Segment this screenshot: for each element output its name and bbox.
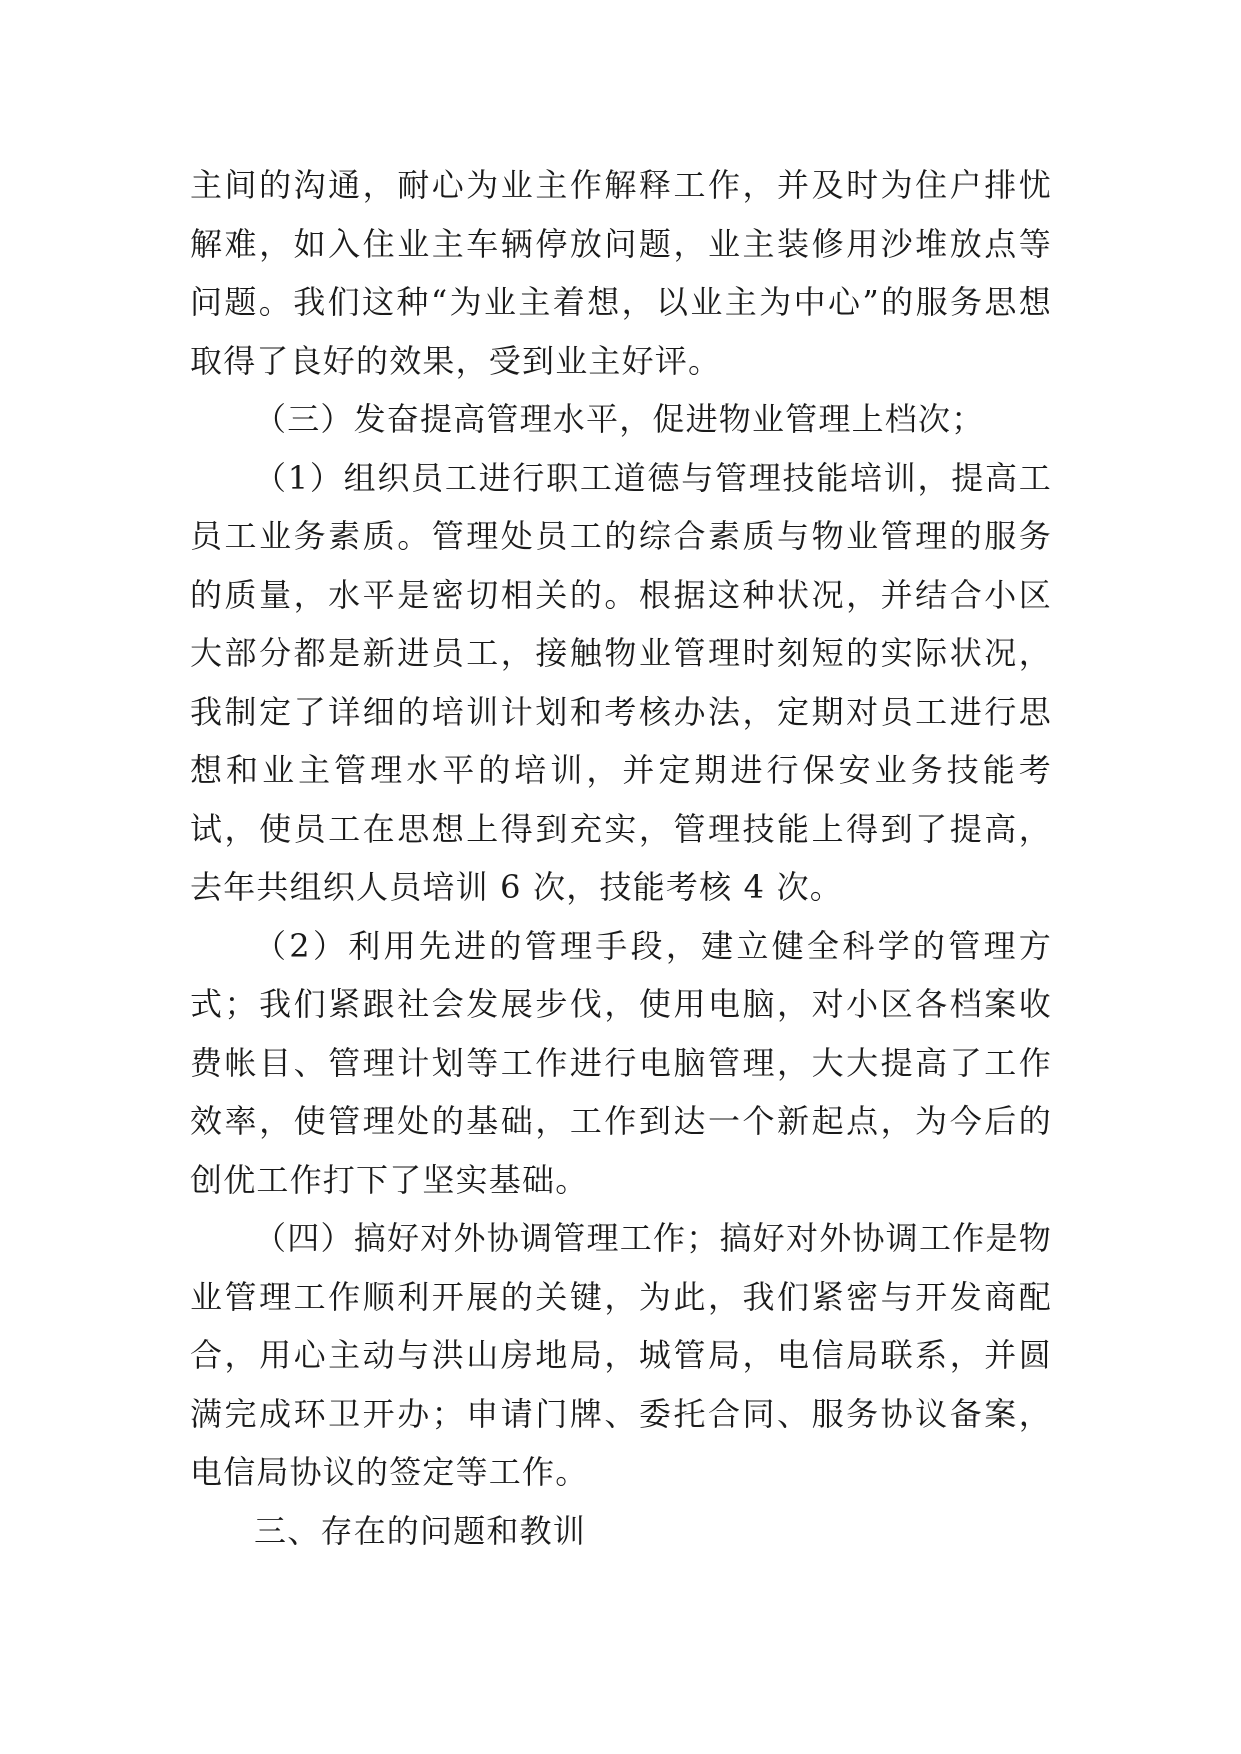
paragraph-heading-management-level: （三）发奋提高管理水平，促进物业管理上档次； (254, 400, 985, 438)
paragraph-continuation: 主间的沟通，耐心为业主作解释工作，并及时为住户排忧解难，如入住业主车辆停放问题，业主装修用沙堆放点等问题。我们这种“为业主着想，以业主为中心”的服务思想取得了良好的效果，受到业主好评。 (190, 166, 1052, 380)
paragraph-management-methods: （2）利用先进的管理手段，建立健全科学的管理方式；我们紧跟社会发展步伐，使用电脑，对小区各档案收费帐目、管理计划等工作进行电脑管理，大大提高了工作效率，使管理处的基础，工作到达一个新起点，为今后的创优工作打下了坚实基础。 (190, 926, 1052, 1199)
section-heading-problems-lessons: 三、存在的问题和教训 (254, 1511, 587, 1550)
document-body (190, 156, 1052, 1560)
paragraph-staff-training: （1）组织员工进行职工道德与管理技能培训，提高工员工业务素质。管理处员工的综合素质与物业管理的服务的质量，水平是密切相关的。根据这种状况，并结合小区大部分都是新进员工，接触物业管理时刻短的实际状况，我制定了详细的培训计划和考核办法，定期对员工进行思想和业主管理水平的培训，并定期进行保安业务技能考试，使员工在思想上得到充实，管理技能上得到了提高，去年共组织人员培训 6 次，技能考核 4 次。 (190, 458, 1052, 906)
paragraph-external-coordination: （四）搞好对外协调管理工作；搞好对外协调工作是物业管理工作顺利开展的关键，为此，我们紧密与开发商配合，用心主动与洪山房地局，城管局，电信局联系，并圆满完成环卫开办；申请门牌、委托合同、服务协议备案，电信局协议的签定等工作。 (190, 1219, 1052, 1491)
